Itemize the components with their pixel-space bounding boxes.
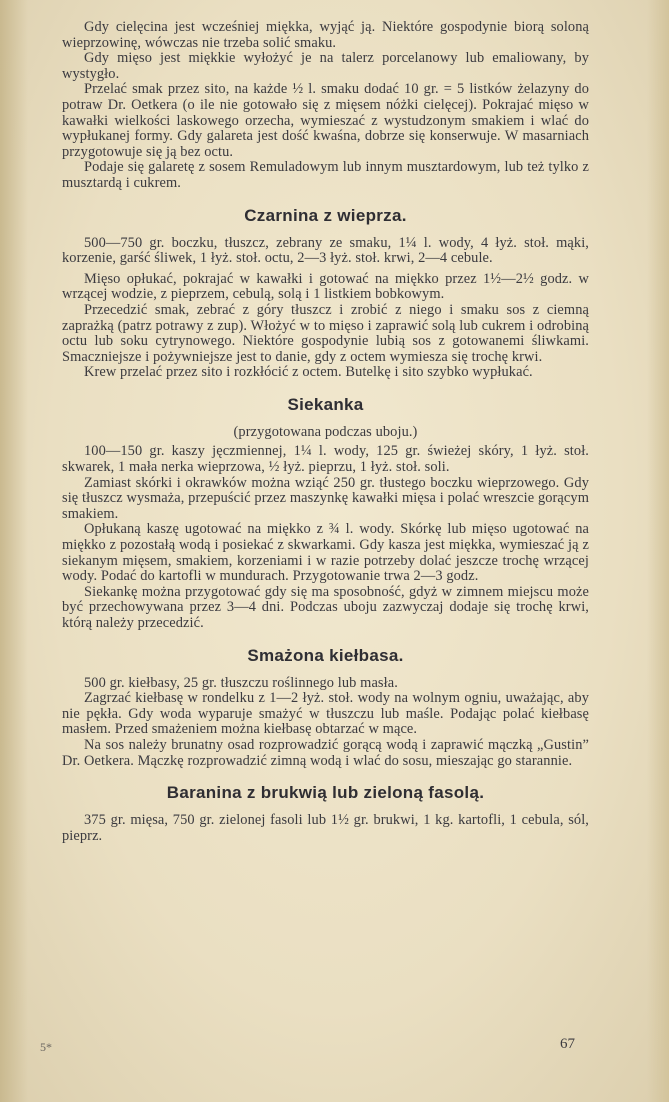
page-content [62, 20, 589, 844]
recipe-step: Zagrzać kiełbasę w rondelku z 1—2 łyż. stoł. wody na wolnym ogniu, uważając, aby nie pękła. Gdy woda wyparuje smażyć w tłuszczu lub maśle. Podając polać kiełbasę masłem. Przed smażeniem można kiełbasę obtarzać w mące. [62, 690, 589, 738]
recipe-title-kielbasa: Smażona kiełbasa. [247, 645, 404, 665]
recipe-title-siekanka: Siekanka [287, 394, 364, 414]
intro-paragraph: Gdy cielęcina jest wcześniej miękka, wyjąć ją. Niektóre gospodynie biorą soloną wieprzowinę, wówczas nie trzeba solić smaku. [62, 19, 589, 51]
recipe-ingredients: 500 gr. kiełbasy, 25 gr. tłuszczu roślinnego lub masła. [84, 674, 398, 691]
recipe-subtitle: (przygotowana podczas uboju.) [233, 423, 418, 440]
recipe-title-czarnina: Czarnina z wieprza. [244, 205, 407, 225]
intro-paragraph: Przelać smak przez sito, na każde ½ l. smaku dodać 10 gr. = 5 listków żelazyny do potraw Dr. Oetkera (o ile nie gotowało się z mięsem nóżki cielęcej). Pokrajać mięso w kawałki wielkości laskowego orzecha, wymieszać z wystudzonym smakiem i wlać do wypłukanej formy. Gdy galareta jest dość kwaśna, dobrze się konserwuje. W masarniach przygotowuje się ją bez octu. [62, 81, 589, 160]
intro-paragraph: Podaje się galaretę z sosem Remuladowym lub innym musztardowym, lub też tylko z musztardą i cukrem. [62, 159, 589, 191]
recipe-ingredients: 100—150 gr. kaszy jęczmiennej, 1¼ l. wody, 125 gr. świeżej skóry, 1 łyż. stoł. skwarek, 1 mała nerka wieprzowa, ½ łyż. pieprzu, 1 łyż. stoł. soli. [62, 443, 589, 476]
intro-paragraph: Gdy mięso jest miękkie wyłożyć je na talerz porcelanowy lub emaliowany, by wystygło. [62, 50, 589, 82]
recipe-step: Mięso opłukać, pokrajać w kawałki i gotować na miękko przez 1½—2½ godz. w wrzącej wodzie, z pieprzem, cebulą, solą i 1 listkiem bobkowym. [62, 270, 589, 303]
recipe-step: Zamiast skórki i okrawków można wziąć 250 gr. tłustego boczku wieprzowego. Gdy się tłuszcz wysmaża, przepuścić przez maszynkę kawałki mięsa i polać wreszcie gorącym smakiem. [62, 474, 589, 522]
recipe-ingredients: 500—750 gr. boczku, tłuszcz, zebrany ze smaku, 1¼ l. wody, 4 łyż. stoł. mąki, korzenie, garść śliwek, 1 łyż. stoł. octu, 2—3 łyż. stoł. krwi, 2—4 cebule. [62, 234, 589, 267]
recipe-step: Przecedzić smak, zebrać z góry tłuszcz i zrobić z niego i smaku sos z ciemną zaprażką (patrz potrawy z zup). Włożyć w to mięso i zaprawić solą lub cukrem i odrobiną octu lub soku cytrynowego. Niektóre gospodynie lubią sos z gotowanemi śliwkami. Smaczniejsze i pożywniejsze jest to danie, gdy z octem wymiesza się trochę krwi. [62, 301, 589, 365]
recipe-step: Na sos należy brunatny osad rozprowadzić gorącą wodą i zaprawić mączką „Gustin” Dr. Oetkera. Mączkę rozprowadzić zimną wodą i wlać do sosu, mieszając go starannie. [62, 736, 589, 769]
recipe-step: Opłukaną kaszę ugotować na miękko z ¾ l. wody. Skórkę lub mięso ugotować na miękko z pozostałą wodą i posiekać z skwarkami. Gdy kasza jest miękka, wymieszać ją z siekanym mięsem, smakiem, korzeniami i w razie potrzeby dolać jeszcze trochę wrzącej wody. Podać do kartofli w mundurach. Przygotowanie trwa 2—3 godz. [62, 521, 589, 585]
page-edge-shadow-right [647, 0, 669, 1102]
page-number: 67 [560, 1036, 575, 1052]
recipe-step: Siekankę można przygotować gdy się ma sposobność, gdyż w zimnem miejscu może być przechowywana przez 3—4 dni. Podczas uboju zazwyczaj dodaje się trochę krwi, którą należy przecedzić. [62, 583, 589, 631]
page-edge-shadow-left [0, 0, 28, 1102]
signature-mark: 5* [40, 1040, 52, 1054]
recipe-ingredients: 375 gr. mięsa, 750 gr. zielonej fasoli lub 1½ gr. brukwi, 1 kg. kartofli, 1 cebula, sól, pieprz. [62, 812, 589, 844]
recipe-step: Krew przelać przez sito i rozkłócić z octem. Butelkę i sito szybko wypłukać. [84, 364, 533, 381]
recipe-title-baranina: Baranina z brukwią lub zieloną fasolą. [166, 783, 485, 803]
